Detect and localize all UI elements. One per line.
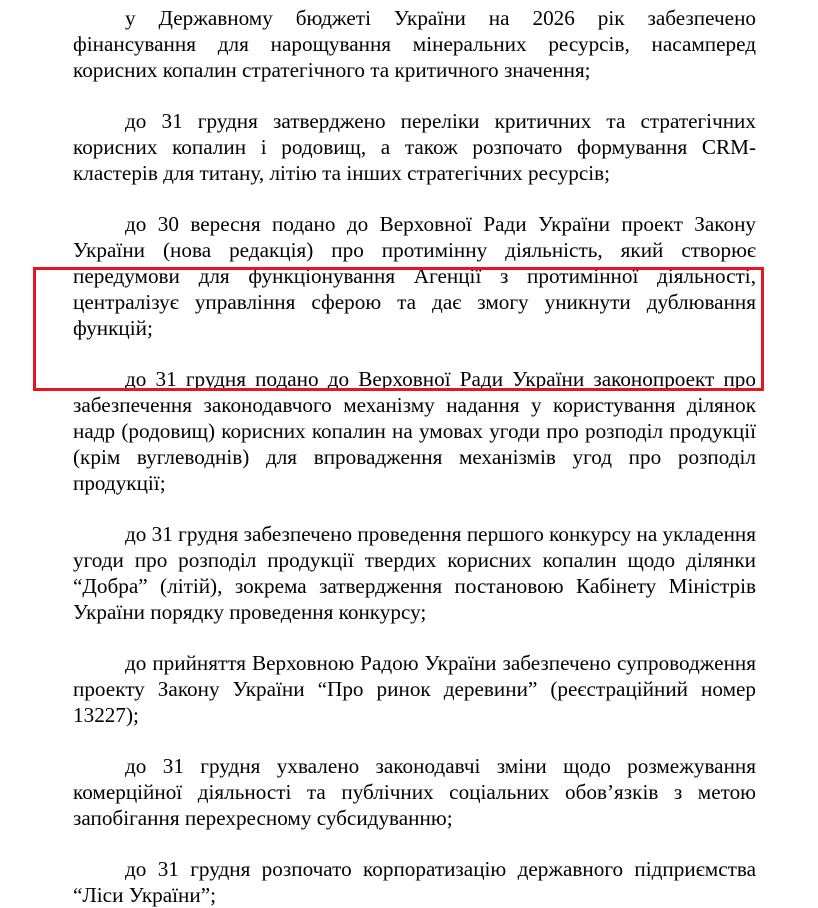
paragraph-timber-market-law: до прийняття Верховною Радою України забезпечено супроводження проекту Закону України “Про ринок деревини” (реєстраційний номер 13227); xyxy=(73,651,756,727)
paragraph-budget-funding: у Державному бюджеті України на 2026 рік забезпечено фінансування для нарощування мінеральних ресурсів, насамперед корисних копалин стратегічного та критичного значення; xyxy=(73,6,756,82)
paragraph-mine-action-law: до 30 вересня подано до Верховної Ради України проект Закону України (нова редакція) про протимінну діяльність, який створює передумови для функціонування Агенції з протимінної діяльності, централізує управління сферою та дає змогу уникнути дублювання функцій; xyxy=(73,212,756,340)
paragraph-critical-minerals-lists: до 31 грудня затверджено переліки критичних та стратегічних корисних копалин і родовищ, а також розпочато формування CRM-кластерів для титану, літію та інших стратегічних ресурсів; xyxy=(73,109,756,185)
paragraph-cross-subsidy-changes: до 31 грудня ухвалено законодавчі зміни щодо розмежування комерційної діяльності та публічних соціальних обов’язків з метою запобігання перехресному субсидуванню; xyxy=(73,754,756,830)
document-body xyxy=(73,5,756,908)
paragraph-dobra-lithium-tender: до 31 грудня забезпечено проведення першого конкурсу на укладення угоди про розподіл продукції твердих корисних копалин щодо ділянки “Добра” (літій), зокрема затвердження постановою Кабінету Міністрів України порядку проведення конкурсу; xyxy=(73,522,756,624)
paragraph-forests-corporatization: до 31 грудня розпочато корпоратизацію державного підприємства “Ліси України”; xyxy=(73,857,756,907)
paragraph-production-sharing-bill: до 31 грудня подано до Верховної Ради України законопроект про забезпечення законодавчого механізму надання у користування ділянок надр (родовищ) корисних копалин на умовах угоди про розподіл продукції (крім вуглеводнів) для впровадження механізмів угод про розподіл продукції; xyxy=(73,367,756,495)
